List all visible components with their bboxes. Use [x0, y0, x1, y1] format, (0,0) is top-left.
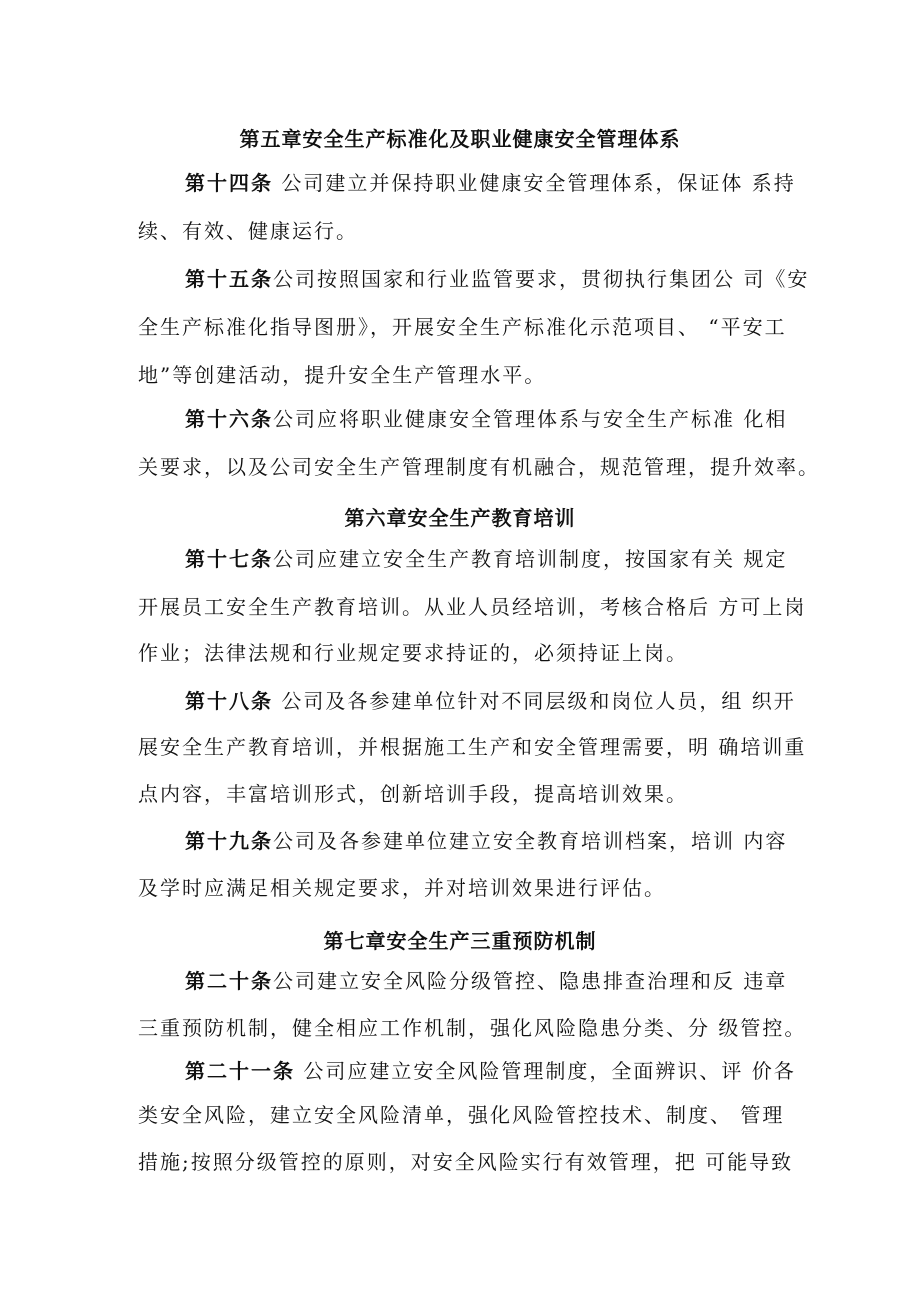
article-continuation-line: 地”等创建活动，提升安全生产管理水平。: [138, 363, 547, 387]
article-continuation-line: 点内容，丰富培训形式，创新培训手段，提高培训效果。: [138, 782, 688, 806]
article-first-line: [185, 171, 796, 195]
article-label: 第十五条: [185, 267, 273, 291]
article-label: 第十九条: [185, 829, 273, 853]
article-first-line: [185, 267, 809, 291]
article-text: 公司应建立安全风险管理制度，全面辨识、评 价各: [295, 1059, 796, 1083]
article-text: 公司应建立安全生产教育培训制度，按国家有关 规定: [273, 547, 788, 571]
article-label: 第十七条: [185, 547, 273, 571]
article-continuation-line: 展安全生产教育培训，并根据施工生产和安全管理需要，明 确培训重: [138, 735, 807, 759]
article-label: 第十四条: [185, 171, 273, 195]
article-label: 第十六条: [185, 407, 273, 431]
chapter-title: 第五章安全生产标准化及职业健康安全管理体系: [239, 127, 681, 151]
article-continuation-line: 全生产标准化指导图册》，开展安全生产标准化示范项目、 “平安工: [138, 315, 787, 339]
article-first-line: [185, 969, 787, 993]
article-text: 公司及各参建单位针对不同层级和岗位人员，组 织开: [273, 689, 796, 713]
article-label: 第二十条: [185, 969, 273, 993]
article-label: 第十八条: [185, 689, 273, 713]
article-continuation-line: 类安全风险，建立安全风险清单，强化风险管控技术、制度、 管理: [138, 1103, 785, 1127]
article-text: 公司及各参建单位建立安全教育培训档案，培训 内容: [273, 829, 788, 853]
article-continuation-line: 措施;按照分级管控的原则，对安全风险实行有效管理，把 可能导致: [138, 1150, 794, 1174]
article-text: 公司按照国家和行业监管要求，贯彻执行集团公 司《安: [273, 267, 810, 291]
article-continuation-line: 作业；法律法规和行业规定要求持证的，必须持证上岗。: [138, 641, 688, 665]
article-first-line: [185, 689, 796, 713]
chapter-title: 第七章安全生产三重预防机制: [323, 929, 597, 953]
article-continuation-line: 续、有效、健康运行。: [138, 219, 358, 243]
article-text: 公司建立并保持职业健康安全管理体系，保证体 系持: [273, 171, 796, 195]
article-first-line: [185, 829, 787, 853]
article-continuation-line: 三重预防机制，健全相应工作机制，强化风险隐患分类、分 级管控。: [138, 1016, 807, 1040]
article-continuation-line: 关要求，以及公司安全生产管理制度有机融合，规范管理，提升效率。: [138, 455, 820, 479]
article-text: 公司应将职业健康安全管理体系与安全生产标准 化相: [273, 407, 788, 431]
article-first-line: [185, 547, 787, 571]
article-continuation-line: 开展员工安全生产教育培训。从业人员经培训，考核合格后 方可上岗: [138, 595, 807, 619]
chapter-title: 第六章安全生产教育培训: [344, 506, 576, 530]
article-continuation-line: 及学时应满足相关规定要求，并对培训效果进行评估。: [138, 876, 666, 900]
article-label: 第二十一条: [185, 1059, 295, 1083]
article-first-line: [185, 407, 787, 431]
article-first-line: [185, 1059, 796, 1083]
article-text: 公司建立安全风险分级管控、隐患排查治理和反 违章: [273, 969, 788, 993]
